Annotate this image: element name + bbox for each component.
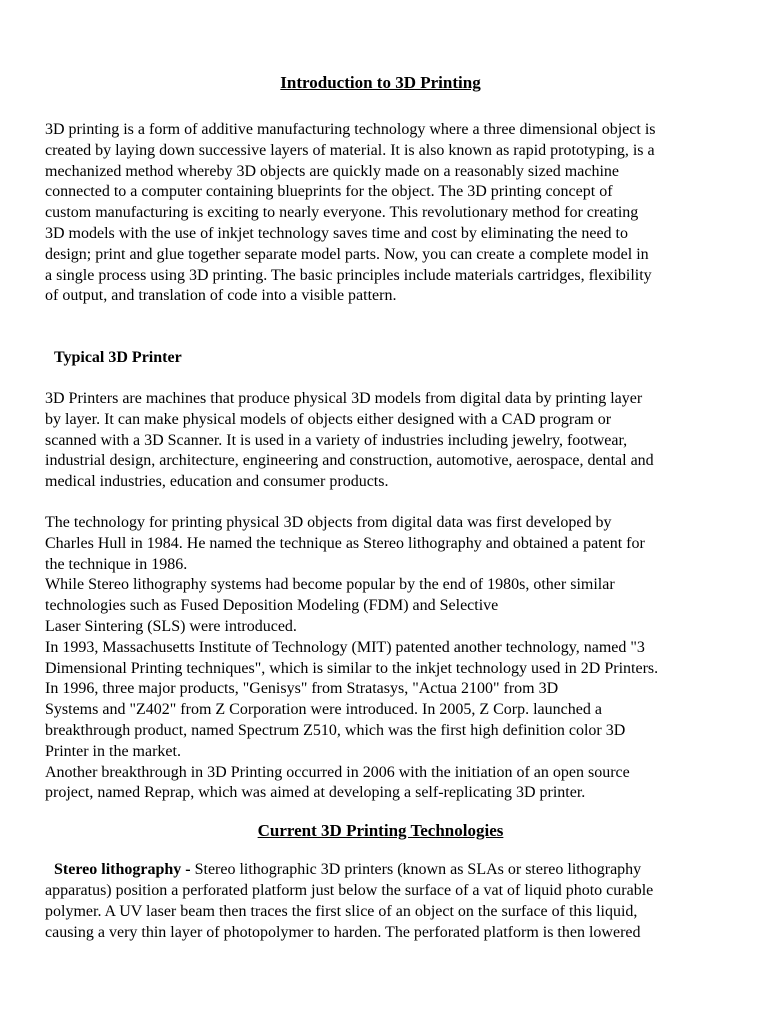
text-line: of output, and translation of code into a visible pattern.	[45, 287, 397, 305]
text-line: polymer. A UV laser beam then traces the first slice of an object on the surface of this liquid,	[45, 902, 638, 920]
stereo-first-line-text: Stereo lithographic 3D printers (known as SLAs or stereo lithography	[190, 861, 642, 879]
text-line: the technique in 1986.	[45, 555, 188, 573]
text-line: 3D Printers are machines that produce physical 3D models from digital data by printing layer	[45, 389, 643, 407]
text-line: apparatus) position a perforated platform just below the surface of a vat of liquid photo curable	[45, 881, 654, 899]
text-line: industrial design, architecture, engineering and construction, automotive, aerospace, dental and	[45, 452, 654, 470]
text-line: a single process using 3D printing. The basic principles include materials cartridges, flexibility	[45, 266, 652, 284]
technologies-section-title: Current 3D Printing Technologies	[257, 821, 504, 841]
text-line: The technology for printing physical 3D objects from digital data was first developed by	[45, 513, 612, 531]
text-line: Another breakthrough in 3D Printing occurred in 2006 with the initiation of an open source	[45, 763, 630, 781]
text-line: custom manufacturing is exciting to nearly everyone. This revolutionary method for creating	[45, 204, 639, 222]
text-line: technologies such as Fused Deposition Modeling (FDM) and Selective	[45, 597, 499, 615]
intro-paragraph	[45, 120, 716, 307]
text-line: Charles Hull in 1984. He named the technique as Stereo lithography and obtained a patent for	[45, 534, 645, 552]
typical-printer-heading: Typical 3D Printer	[54, 349, 182, 367]
text-line: scanned with a 3D Scanner. It is used in a variety of industries including jewelry, footwear,	[45, 431, 628, 449]
text-line: causing a very thin layer of photopolymer to harden. The perforated platform is then lowered	[45, 923, 641, 941]
text-line: medical industries, education and consumer products.	[45, 473, 389, 491]
text-line: Dimensional Printing techniques", which is similar to the inkjet technology used in 2D Printers.	[45, 659, 659, 677]
text-line: by layer. It can make physical models of objects either designed with a CAD program or	[45, 410, 612, 428]
printers-paragraph	[45, 389, 716, 493]
history-paragraph	[45, 513, 716, 804]
text-line: design; print and glue together separate model parts. Now, you can create a complete model in	[45, 245, 649, 263]
text-line: Printer in the market.	[45, 742, 181, 760]
text-line: mechanized method whereby 3D objects are quickly made on a reasonably sized machine	[45, 162, 619, 180]
text-line: created by laying down successive layers of material. It is also known as rapid prototyping, is a	[45, 141, 655, 159]
text-line: In 1996, three major products, "Genisys" from Stratasys, "Actua 2100" from 3D	[45, 680, 559, 698]
stereo-rest-lines	[45, 881, 716, 943]
document-title: Introduction to 3D Printing	[280, 73, 481, 92]
text-line: While Stereo lithography systems had become popular by the end of 1980s, other similar	[45, 576, 615, 594]
text-line: 3D models with the use of inkjet technology saves time and cost by eliminating the need to	[45, 224, 628, 242]
text-line: In 1993, Massachusetts Institute of Technology (MIT) patented another technology, named "3	[45, 638, 645, 656]
text-line: project, named Reprap, which was aimed at developing a self-replicating 3D printer.	[45, 784, 586, 802]
text-line: 3D printing is a form of additive manufacturing technology where a three dimensional object is	[45, 121, 656, 138]
stereo-lithography-heading: Stereo lithography -	[54, 861, 191, 879]
stereo-lithography-paragraph	[45, 860, 716, 943]
text-line: breakthrough product, named Spectrum Z510, which was the first high definition color 3D	[45, 721, 626, 739]
stereo-first-line	[45, 860, 716, 881]
text-line: Laser Sintering (SLS) were introduced.	[45, 617, 297, 635]
text-line: connected to a computer containing blueprints for the object. The 3D printing concept of	[45, 183, 613, 201]
text-line: Systems and "Z402" from Z Corporation were introduced. In 2005, Z Corp. launched a	[45, 701, 602, 719]
